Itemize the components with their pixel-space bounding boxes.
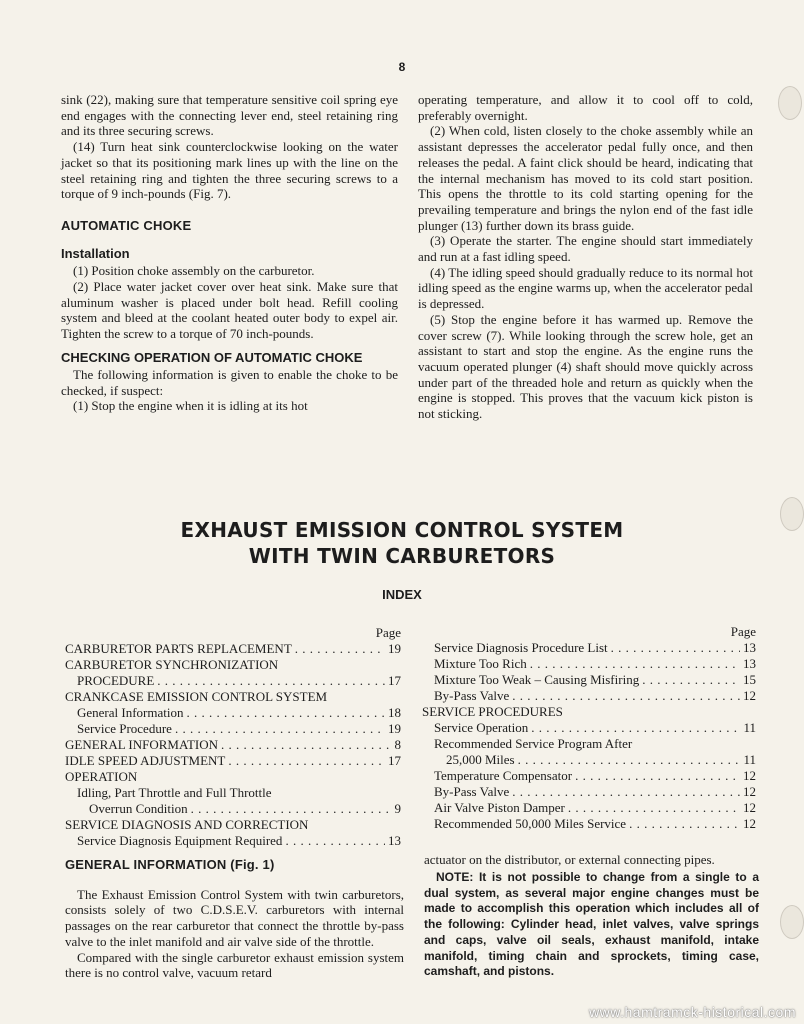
index-entry	[422, 784, 756, 800]
index-entry-title: GENERAL INFORMATION	[65, 737, 218, 752]
index-title: INDEX	[382, 587, 422, 602]
index-entry	[65, 705, 401, 721]
paragraph: (1) Position choke assembly on the carburetor.	[73, 263, 315, 279]
index-entry-title: CARBURETOR PARTS REPLACEMENT	[65, 641, 292, 656]
index-entry-title: Mixture Too Weak – Causing Misfiring	[434, 672, 640, 687]
index-entry-page: 12	[743, 784, 756, 799]
paragraph: sink (22), making sure that temperature sensitive coil spring eye end engages with the connecting lever end, steel retaining ring and its three securing screws.	[61, 92, 398, 139]
index-entry-page: 12	[743, 688, 756, 703]
index-entry	[422, 656, 756, 672]
note-label: NOTE:	[436, 869, 474, 884]
index-entry	[65, 833, 401, 849]
index-entry-title: SERVICE PROCEDURES	[422, 704, 563, 719]
index-entry-title: Service Procedure	[77, 721, 172, 736]
paragraph: (2) Place water jacket cover over heat sink. Make sure that aluminum washer is placed under bolt head. Refill cooling system and bleed at the coolant heated outer body to expel air. Tighten the screw to a torque of 70 inch-pounds.	[61, 279, 398, 342]
index-entry-title: Air Valve Piston Damper	[434, 800, 565, 815]
paragraph: (5) Stop the engine before it has warmed up. Remove the cover screw (7). While looking through the screw hole, get an assistant to start and stop the engine. As the engine runs the vacuum operated plunger (4) shaft should move quickly across under part of the threaded hole and return as quickly when the engine is stopped. This proves that the vacuum kick piston is not sticking.	[418, 311, 753, 422]
index-entry-title: OPERATION	[65, 769, 138, 784]
bottom-right-column	[424, 852, 759, 980]
index-entry-title: IDLE SPEED ADJUSTMENT	[65, 753, 226, 768]
index-entry-page: 11	[743, 720, 756, 735]
index-entry-page: 13	[743, 640, 756, 655]
index-entry	[422, 752, 756, 768]
index-leader-dots	[575, 768, 740, 784]
index-entry-page: 12	[743, 800, 756, 815]
index-entry-title: Service Operation	[434, 720, 529, 735]
index-leader-dots	[285, 833, 385, 849]
index-entry-title: CARBURETOR SYNCHRONIZATION	[65, 657, 279, 672]
binder-hole	[780, 497, 804, 531]
index-entry-title: Mixture Too Rich	[434, 656, 527, 671]
top-right-column	[418, 92, 753, 422]
index-entry	[65, 801, 401, 817]
index-entry	[65, 641, 401, 657]
index-leader-dots	[295, 641, 385, 657]
index-entry-page: 11	[743, 752, 756, 767]
paragraph: (2) When cold, listen closely to the choke assembly while an assistant depresses the accelerator pedal fully once, and then releases the pedal. A faint click should be heard, indicating that the internal mechanism has moved to its cold start position. This opens the throttle to its cold starting opening for the prevailing temperature and brings the nylon end of the fast idle plunger (13) further down its brass guide.	[418, 123, 753, 233]
index-entry	[65, 753, 401, 769]
paragraph: (1) Stop the engine when it is idling at its hot	[73, 398, 308, 414]
index-entry	[422, 736, 756, 752]
index-entry-page: 17	[388, 673, 401, 688]
index-entry-page: 15	[743, 672, 756, 687]
index-entry	[65, 817, 401, 833]
watermark: www.hamtramck-historical.com	[589, 1004, 796, 1020]
index-entry	[422, 672, 756, 688]
paragraph: (4) The idling speed should gradually reduce to its normal hot idling speed as the engine warms up, when the accelerator pedal is depressed.	[418, 264, 753, 312]
index-entry	[65, 785, 401, 801]
index-entry-title: By-Pass Valve	[434, 688, 510, 703]
index-entry-page: 19	[388, 721, 401, 736]
paragraph: Compared with the single carburetor exhaust emission system there is no control valve, vacuum retard	[65, 949, 404, 981]
paragraph: (14) Turn heat sink counterclockwise looking on the water jacket so that its positioning mark lines up with the line on the steel retaining ring and tighten the three securing screws to a torque of 9 inch-pounds (Fig. 7).	[61, 139, 398, 202]
index-entry	[65, 721, 401, 737]
index-entry-title: PROCEDURE	[77, 673, 155, 688]
index-entry	[422, 640, 756, 656]
index-leader-dots	[191, 801, 392, 817]
index-entry-page: 18	[388, 705, 401, 720]
heading-automatic-choke: AUTOMATIC CHOKE	[61, 217, 192, 233]
index-leader-dots	[611, 640, 740, 656]
index-page-header: Page	[375, 625, 401, 640]
index-entry-page: 12	[743, 768, 756, 783]
index-entry-title: Temperature Compensator	[434, 768, 573, 783]
binder-hole	[780, 905, 804, 939]
heading-checking-operation: CHECKING OPERATION OF AUTOMATIC CHOKE	[61, 349, 363, 365]
note-text: It is not possible to change from a single to a dual system, as several major engine changes must be made to accomplish this operation which includes all of the following: Cylinder head, inlet valves, valve springs and caps, valve oil seals, exhaust manifold, intake manifold, timing chain and sprockets, timing case, camshaft, and pistons.	[424, 869, 759, 979]
page-number: 8	[398, 60, 406, 74]
index-leader-dots	[175, 721, 385, 737]
index-leader-dots	[512, 784, 740, 800]
index-leader-dots	[531, 720, 740, 736]
index-leader-dots	[530, 656, 740, 672]
index-page-header: Page	[730, 624, 756, 639]
index-entry-title: Idling, Part Throttle and Full Throttle	[77, 785, 272, 800]
index-entry-title: SERVICE DIAGNOSIS AND CORRECTION	[65, 817, 309, 832]
top-left-column	[61, 92, 398, 414]
index-entry-page: 12	[743, 816, 756, 831]
section-title-line: EXHAUST EMISSION CONTROL SYSTEM	[180, 518, 624, 542]
bottom-left-column	[65, 857, 404, 981]
index-leader-dots	[642, 672, 740, 688]
index-entry	[422, 816, 756, 832]
index-leader-dots	[186, 705, 385, 721]
index-entry	[422, 768, 756, 784]
index-entry-title: Service Diagnosis Procedure List	[434, 640, 608, 655]
index-entry	[65, 673, 401, 689]
index-leader-dots	[228, 753, 385, 769]
index-entry-title: Service Diagnosis Equipment Required	[77, 833, 283, 848]
index-entry	[65, 689, 401, 705]
heading-installation: Installation	[61, 245, 130, 261]
index-entry-title: General Information	[77, 705, 184, 720]
index-leader-dots	[568, 800, 740, 816]
paragraph: (3) Operate the starter. The engine should start immediately and run at a fast idling speed.	[418, 233, 753, 265]
paragraph: actuator on the distributor, or external connecting pipes.	[424, 852, 715, 867]
index-left-column	[65, 625, 401, 849]
index-entry-title: CRANKCASE EMISSION CONTROL SYSTEM	[65, 689, 328, 704]
index-entry-title: Recommended 50,000 Miles Service	[434, 816, 627, 831]
section-title	[0, 517, 804, 569]
index-leader-dots	[629, 816, 740, 832]
section-title-line: WITH TWIN CARBURETORS	[248, 544, 556, 568]
index-entry-page: 17	[388, 753, 401, 768]
index-entry	[422, 720, 756, 736]
index-entry-page: 13	[743, 656, 756, 671]
index-entry-title: Overrun Condition	[89, 801, 188, 816]
index-entry-page: 13	[388, 833, 401, 848]
heading-general-information: GENERAL INFORMATION (Fig. 1)	[65, 857, 275, 872]
index-leader-dots	[221, 737, 392, 753]
index-leader-dots	[512, 688, 740, 704]
index-entry-page: 19	[388, 641, 401, 656]
index-entry-page: 8	[394, 737, 401, 752]
paragraph: The following information is given to enable the choke to be checked, if suspect:	[61, 366, 398, 398]
index-entry-title: Recommended Service Program After	[434, 736, 633, 751]
index-entry-page: 9	[394, 801, 401, 816]
index-entry	[422, 704, 756, 720]
index-entry	[65, 657, 401, 673]
paragraph: The Exhaust Emission Control System with twin carburetors, consists solely of two C.D.S.E.V. carburetors with internal passages on the rear carburetor that connect the throttle by-pass valve to the inlet manifold and air valve side of the throttle.	[65, 886, 404, 949]
index-right-column	[422, 624, 756, 832]
index-entry	[65, 737, 401, 753]
note-block	[424, 870, 759, 981]
index-entry	[65, 769, 401, 785]
binder-hole	[778, 86, 802, 120]
paragraph: operating temperature, and allow it to cool off to cold, preferably overnight.	[418, 92, 753, 123]
index-leader-dots	[518, 752, 741, 768]
index-entry-title: By-Pass Valve	[434, 784, 510, 799]
index-entry	[422, 688, 756, 704]
index-entry-title: 25,000 Miles	[446, 752, 515, 767]
index-entry	[422, 800, 756, 816]
index-leader-dots	[157, 673, 385, 689]
